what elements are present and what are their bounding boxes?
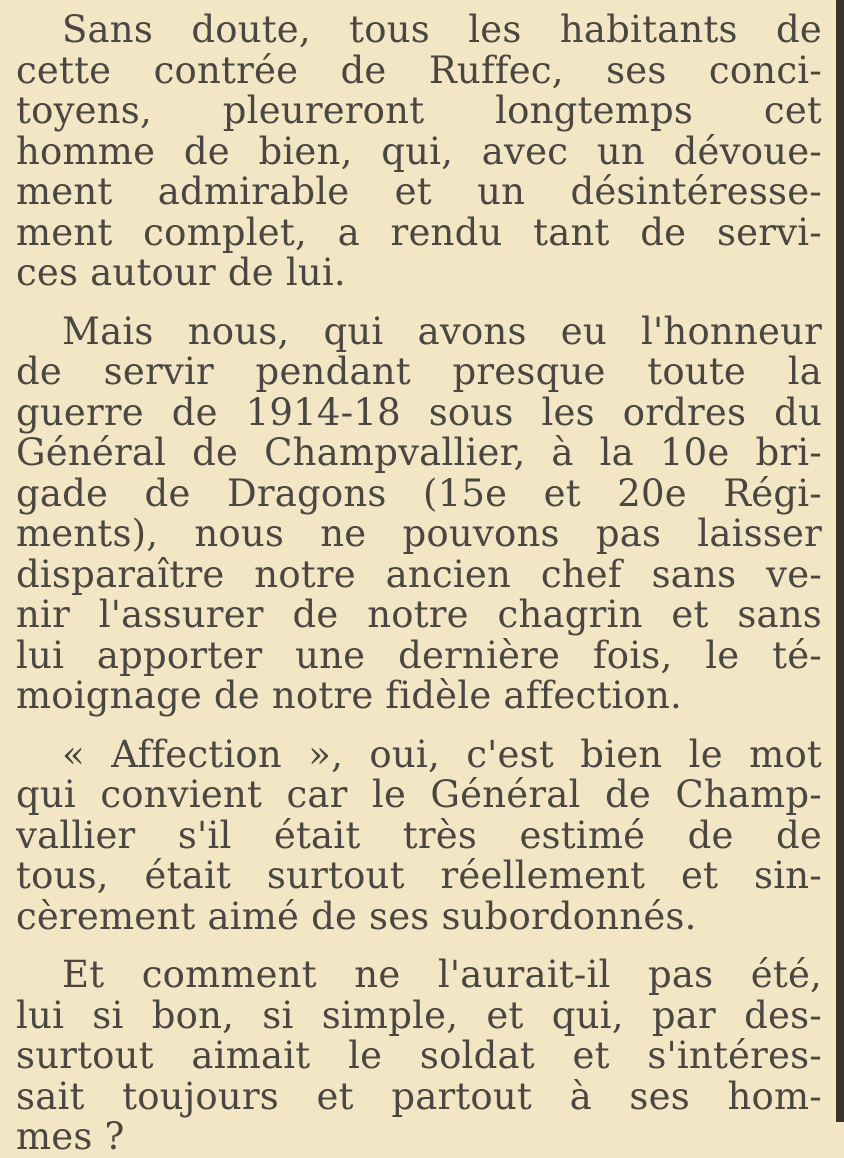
text-line: mes ?: [16, 1115, 125, 1158]
text-line: Et comment ne l'aurait-il pas été,: [62, 953, 822, 996]
text-line: ment admirable et un désintéresse-: [16, 170, 822, 213]
paragraph-1: [16, 0, 822, 294]
column-border: [836, 0, 844, 1122]
text-line: ments), nous ne pouvons pas laisser: [16, 512, 822, 555]
text-line: de servir pendant presque toute la: [16, 350, 822, 393]
text-line: moignage de notre fidèle affection.: [16, 674, 683, 717]
paragraph-2: [16, 309, 822, 717]
text-line: disparaître notre ancien chef sans ve-: [16, 552, 822, 596]
text-line: toyens, pleureront longtemps cet: [16, 89, 822, 132]
text-line: tous, était surtout réellement et sin-: [16, 854, 822, 897]
text-line: qui convient car le Général de Champ-: [16, 773, 822, 816]
text-line: cette contrée de Ruffec, ses conci-: [16, 48, 822, 92]
text-line: sait toujours et partout à ses hom-: [16, 1074, 822, 1118]
text-line: guerre de 1914-18 sous les ordres du: [16, 390, 822, 434]
paragraph-3: [16, 732, 822, 938]
text-line: gade de Dragons (15e et 20e Régi-: [16, 471, 822, 515]
text-line: homme de bien, qui, avec un dévoue-: [16, 129, 822, 173]
text-line: surtout aimait le soldat et s'intéres-: [16, 1034, 822, 1077]
text-line: ces autour de lui.: [16, 251, 346, 294]
text-line: lui si bon, si simple, et qui, par des-: [16, 993, 822, 1037]
text-line: nir l'assurer de notre chagrin et sans: [16, 593, 822, 636]
text-line: lui apporter une dernière fois, le té-: [16, 633, 822, 677]
text-line: Sans doute, tous les habitants de: [62, 8, 822, 51]
text-line: Mais nous, qui avons eu l'honneur: [62, 309, 822, 353]
text-line: vallier s'il était très estimé de de: [16, 813, 822, 857]
paragraph-4: [16, 955, 822, 1158]
text-line: ment complet, a rendu tant de servi-: [16, 210, 822, 254]
text-line: cèrement aimé de ses subordonnés.: [16, 894, 697, 938]
text-line: Général de Champvallier, à la 10e bri-: [16, 431, 822, 474]
article-column: [16, 0, 822, 1158]
text-line: « Affection », oui, c'est bien le mot: [62, 732, 822, 776]
